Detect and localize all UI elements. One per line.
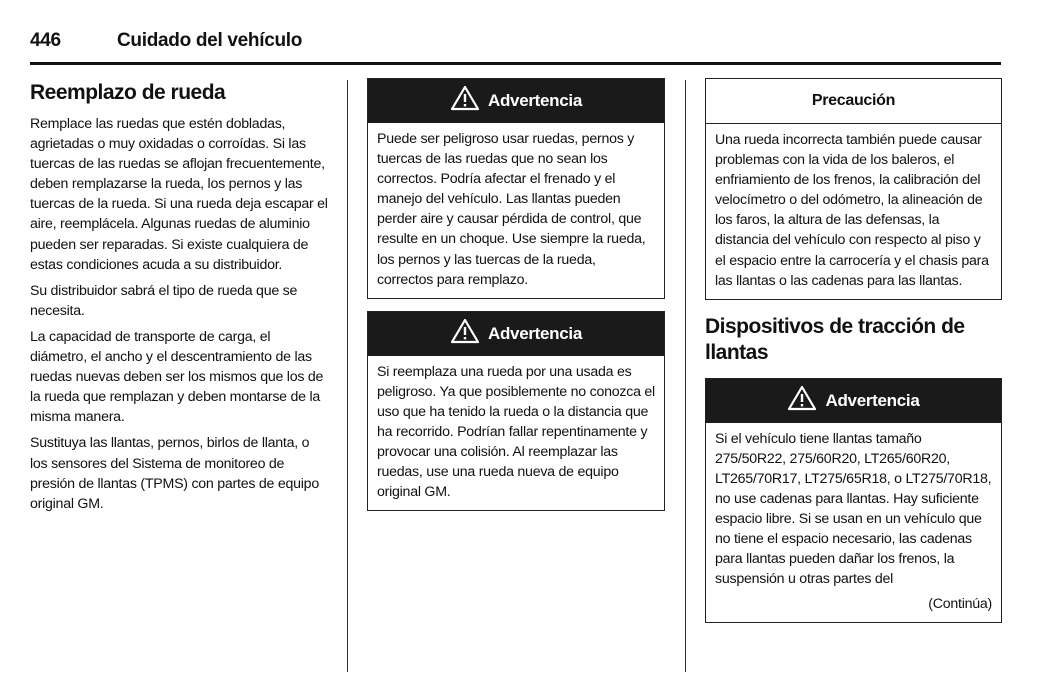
- warning-text: Si el vehículo tiene llantas tamaño 275/50R22, 275/60R20, LT265/60R20, LT265/70R17, LT275/65R18, o LT275/70R18, no use cadenas para llantas. Hay suficiente espacio libre. Si se usan en un vehículo que no tiene el espacio necesario, las cadenas para llantas pueden dañar los frenos, la suspensión u otras partes del: [715, 430, 992, 588]
- column-3: [705, 78, 1002, 623]
- warning-text-container: [706, 423, 1001, 622]
- page-number: 446: [30, 30, 61, 51]
- caution-text: Una rueda incorrecta también puede causar problemas con la vida de los baleros, el enfriamiento de los frenos, la calibración del velocímetro o del odómetro, la alineación de los faros, la altura de las defensas, la distancia del vehículo con respecto al piso y el espacio entre la carrocería y el chasis para las llantas o las cadenas para las llantas.: [715, 132, 989, 289]
- running-title: Cuidado del vehículo: [117, 30, 303, 51]
- warning-box: [705, 378, 1002, 623]
- warning-header: [368, 312, 664, 356]
- continued-label: (Continúa): [928, 595, 992, 612]
- warning-box: [367, 78, 665, 299]
- warning-header: [368, 79, 664, 123]
- caution-box: [705, 78, 1002, 300]
- warning-box: [367, 311, 665, 512]
- section-heading-wheel-replacement: Reemplazo de rueda: [30, 81, 226, 104]
- warning-header: [706, 379, 1001, 423]
- warning-title: Advertencia: [825, 390, 920, 410]
- warning-triangle-icon: [787, 385, 817, 411]
- warning-triangle-icon: [450, 318, 480, 344]
- column-divider: [685, 80, 686, 672]
- section-heading-traction-devices: Dispositivos de tracción de llantas: [705, 314, 965, 364]
- paragraph: La capacidad de transporte de carga, el diámetro, el ancho y el descentramiento de las ruedas nuevas deben ser los mismos que los de la rueda que remplazan y deben montarse de la misma manera.: [30, 328, 324, 426]
- paragraph: Remplace las ruedas que estén dobladas, agrietadas o muy oxidadas o corroídas. Si las tuercas de las ruedas se aflojan frecuentemente, deben remplazarse la rueda, los pernos y las tuercas de la rueda. Si una rueda deja escapar el aire, reemplácela. Algunas ruedas de aluminio pueden ser reparadas. Si existe cualquiera de estas condiciones acuda a su distribuidor.: [30, 116, 328, 273]
- column-1: [30, 78, 330, 520]
- page-header: [30, 28, 1001, 65]
- caution-header: Precaución: [706, 79, 1001, 124]
- warning-text: Puede ser peligroso usar ruedas, pernos y tuercas de las ruedas que no sean los correctos. Podría afectar el frenado y el manejo del vehículo. Las llantas pueden perder aire y causar pérdida de control, que resulte en un choque. Use siempre la rueda, los pernos y las tuercas de la rueda, correctos para remplazo.: [377, 131, 646, 288]
- warning-triangle-icon: [450, 85, 480, 111]
- warning-title: Advertencia: [487, 323, 583, 343]
- warning-title: Advertencia: [487, 91, 583, 110]
- paragraph: Su distribuidor sabrá el tipo de rueda que se necesita.: [30, 282, 298, 319]
- column-divider: [347, 80, 348, 672]
- column-2: [367, 78, 665, 511]
- warning-text: Si reemplaza una rueda por una usada es peligroso. Ya que posiblemente no conozca el uso que ha tenido la rueda o la distancia que ha recorrido. Podrían fallar repentinamente y provocar una colisión. Al reemplazar las ruedas, use una rueda nueva de equipo original GM.: [377, 363, 655, 501]
- paragraph: Sustituya las llantas, pernos, birlos de llanta, o los sensores del Sistema de monitoreo de presión de llantas (TPMS) con partes de equipo original GM.: [30, 435, 319, 512]
